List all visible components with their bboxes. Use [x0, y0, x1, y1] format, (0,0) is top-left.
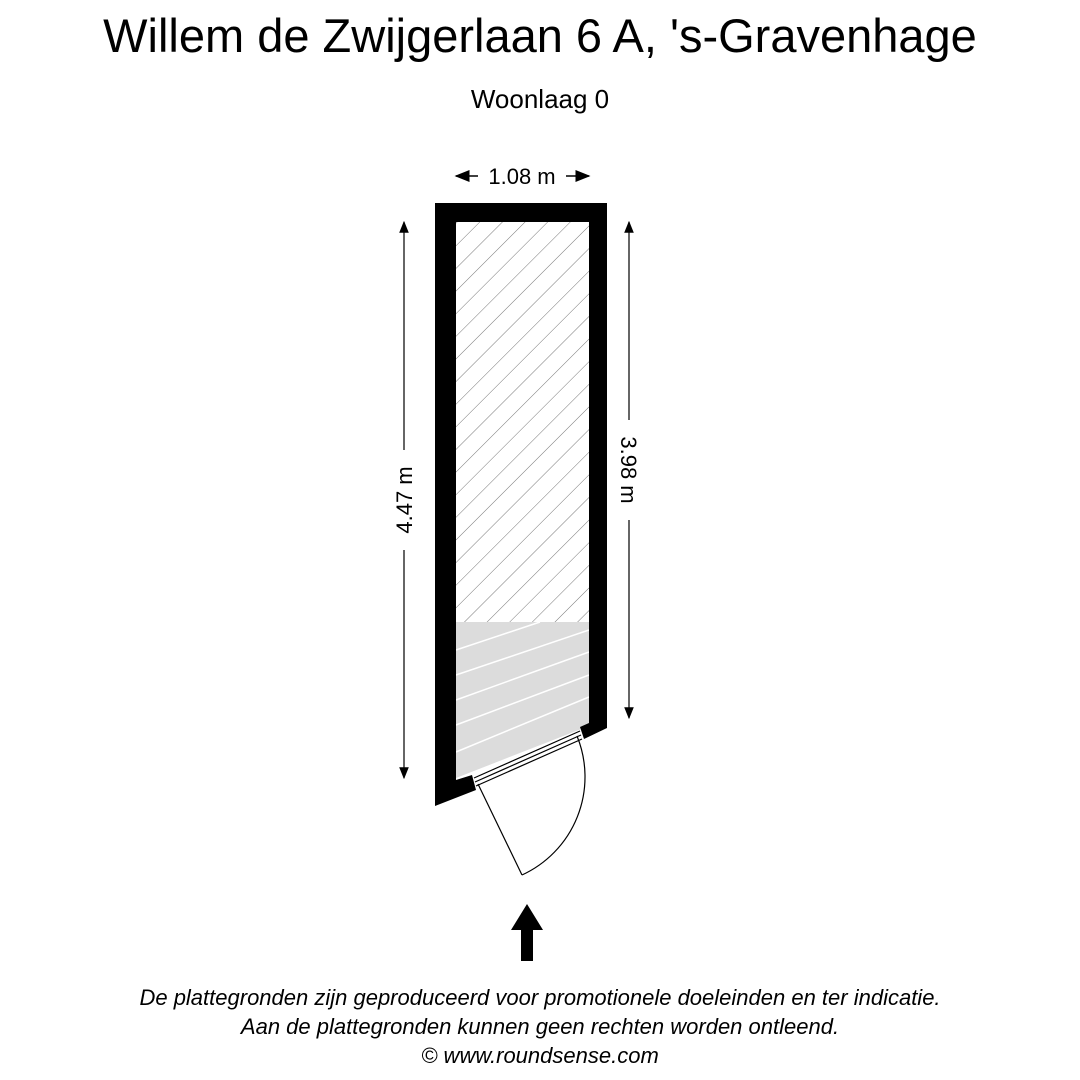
- stairs: [456, 622, 589, 778]
- room-hatched-area: [456, 222, 589, 622]
- copyright: © www.roundsense.com: [421, 1043, 659, 1068]
- disclaimer-line-1: De plattegronden zijn geproduceerd voor promotionele doeleinden en ter indicatie.: [139, 985, 941, 1010]
- right-length-label: 3.98 m: [616, 436, 641, 504]
- page-title: Willem de Zwijgerlaan 6 A, 's-Gravenhage: [103, 9, 977, 62]
- disclaimer-line-2: Aan de plattegronden kunnen geen rechten worden ontleend.: [240, 1014, 840, 1039]
- floor-label: Woonlaag 0: [470, 84, 610, 114]
- width-label: 1.08 m: [488, 164, 556, 189]
- left-length-label: 4.47 m: [392, 466, 417, 534]
- up-arrow-icon: [511, 904, 543, 961]
